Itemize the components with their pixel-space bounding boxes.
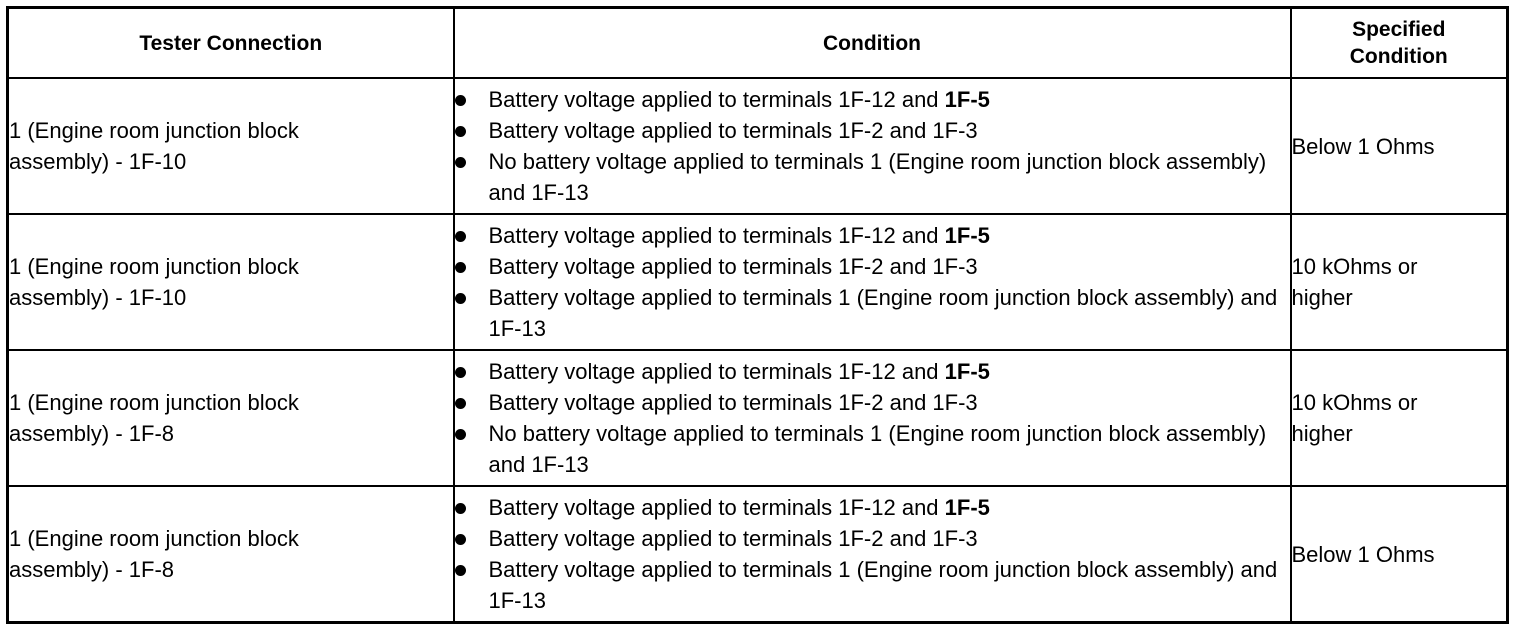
- specified-condition-cell: [1291, 214, 1508, 350]
- condition-cell: [454, 78, 1291, 214]
- condition-list: [455, 356, 1290, 480]
- condition-item: [455, 146, 1290, 208]
- table-body: [8, 78, 1508, 623]
- condition-text: No battery voltage applied to terminals 1 (Engine room junction block assembly) and 1F-13: [488, 149, 1267, 205]
- header-specified-condition: [1291, 8, 1508, 79]
- condition-terminal-bold: 1F-5: [944, 495, 990, 520]
- condition-item: [455, 220, 1290, 251]
- bullet-icon: [455, 231, 466, 242]
- tester-connection-cell: [8, 486, 454, 623]
- tester-connection-line: 1 (Engine room junction block: [9, 390, 299, 415]
- condition-text: Battery voltage applied to terminals 1F-12 and: [488, 223, 945, 248]
- condition-item: [455, 356, 1290, 387]
- condition-item: [455, 282, 1290, 344]
- condition-item: [455, 115, 1290, 146]
- condition-terminal-bold: 1F-5: [944, 223, 990, 248]
- condition-item: [455, 84, 1290, 115]
- tester-connection-cell: [8, 214, 454, 350]
- condition-text: Battery voltage applied to terminals 1F-2 and 1F-3: [488, 118, 978, 143]
- condition-item: [455, 492, 1290, 523]
- condition-item: [455, 554, 1290, 616]
- specified-condition-cell: [1291, 350, 1508, 486]
- specified-condition-line: 10 kOhms or: [1291, 254, 1418, 279]
- condition-text: Battery voltage applied to terminals 1F-2 and 1F-3: [488, 254, 978, 279]
- condition-text: No battery voltage applied to terminals 1 (Engine room junction block assembly) and 1F-13: [488, 421, 1267, 477]
- tester-connection-line: assembly) - 1F-8: [9, 557, 175, 582]
- condition-cell: [454, 214, 1291, 350]
- tester-connection-cell: [8, 78, 454, 214]
- spec-table: [6, 6, 1509, 624]
- condition-cell: [454, 486, 1291, 623]
- bullet-icon: [455, 429, 466, 440]
- condition-terminal-bold: 1F-5: [944, 359, 990, 384]
- bullet-icon: [455, 157, 466, 168]
- tester-connection-line: 1 (Engine room junction block: [9, 254, 299, 279]
- tester-connection-line: assembly) - 1F-10: [9, 285, 187, 310]
- condition-text: Battery voltage applied to terminals 1 (Engine room junction block assembly) and 1F-13: [488, 285, 1278, 341]
- header-row: [8, 8, 1508, 79]
- specified-condition-line: Below 1 Ohms: [1291, 541, 1435, 567]
- bullet-icon: [455, 503, 466, 514]
- bullet-icon: [455, 126, 466, 137]
- condition-list: [455, 220, 1290, 344]
- tester-connection-line: assembly) - 1F-10: [9, 149, 187, 174]
- condition-item: [455, 523, 1290, 554]
- specified-condition-line: higher: [1291, 421, 1353, 446]
- specified-condition-cell: [1291, 78, 1508, 214]
- table-row: [8, 214, 1508, 350]
- table-row: [8, 486, 1508, 623]
- condition-text: Battery voltage applied to terminals 1F-12 and: [488, 87, 945, 112]
- bullet-icon: [455, 95, 466, 106]
- condition-terminal-bold: 1F-5: [944, 87, 990, 112]
- header-tester-connection: Tester Connection: [8, 8, 454, 79]
- header-specified-line2: Condition: [1349, 45, 1448, 68]
- header-condition: Condition: [454, 8, 1291, 79]
- bullet-icon: [455, 398, 466, 409]
- tester-connection-line: assembly) - 1F-8: [9, 421, 175, 446]
- tester-connection-cell: [8, 350, 454, 486]
- condition-list: [455, 84, 1290, 208]
- condition-item: [455, 387, 1290, 418]
- condition-item: [455, 251, 1290, 282]
- condition-text: Battery voltage applied to terminals 1 (Engine room junction block assembly) and 1F-13: [488, 557, 1278, 613]
- condition-text: Battery voltage applied to terminals 1F-2 and 1F-3: [488, 390, 978, 415]
- condition-text: Battery voltage applied to terminals 1F-12 and: [488, 359, 945, 384]
- condition-list: [455, 492, 1290, 616]
- tester-connection-line: 1 (Engine room junction block: [9, 526, 299, 551]
- specified-condition-line: Below 1 Ohms: [1291, 133, 1435, 159]
- bullet-icon: [455, 534, 466, 545]
- bullet-icon: [455, 293, 466, 304]
- condition-cell: [454, 350, 1291, 486]
- tester-connection-line: 1 (Engine room junction block: [9, 118, 299, 143]
- table-row: [8, 350, 1508, 486]
- specified-condition-line: 10 kOhms or: [1291, 390, 1418, 415]
- table-row: [8, 78, 1508, 214]
- bullet-icon: [455, 565, 466, 576]
- header-specified-line1: Specified: [1352, 18, 1446, 41]
- condition-text: Battery voltage applied to terminals 1F-2 and 1F-3: [488, 526, 978, 551]
- condition-item: [455, 418, 1290, 480]
- specified-condition-cell: [1291, 486, 1508, 623]
- specified-condition-line: higher: [1291, 285, 1353, 310]
- condition-text: Battery voltage applied to terminals 1F-12 and: [488, 495, 945, 520]
- bullet-icon: [455, 367, 466, 378]
- bullet-icon: [455, 262, 466, 273]
